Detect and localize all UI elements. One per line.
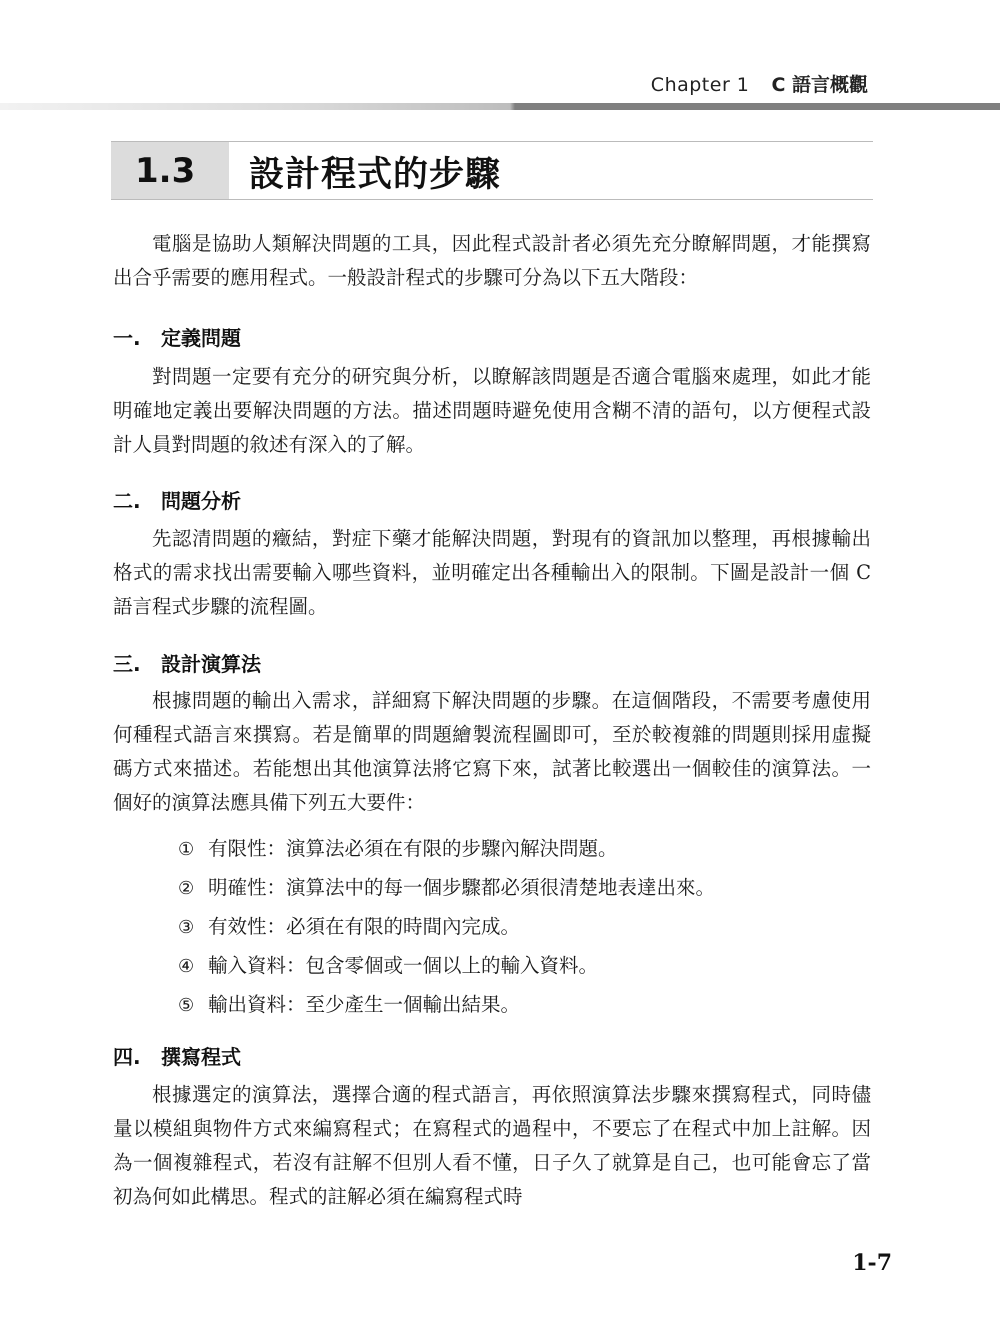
- page-number: 1-7: [852, 1250, 892, 1276]
- list-item-text: 明確性：演算法中的每一個步驟都必須很清楚地表達出來。: [208, 876, 716, 899]
- section-heading: [111, 141, 873, 200]
- section-number-box: [111, 142, 229, 199]
- list-marker: ④: [178, 956, 195, 977]
- step-heading-analysis: [113, 485, 241, 514]
- list-item: [178, 949, 715, 988]
- list-item-text: 有限性：演算法必須在有限的步驟內解決問題。: [208, 837, 618, 860]
- step-number: 四.: [113, 1045, 141, 1069]
- step-title: 定義問題: [161, 326, 241, 350]
- list-marker: ①: [178, 839, 195, 860]
- step-title: 撰寫程式: [161, 1045, 241, 1069]
- chapter-title: C 語言概觀: [771, 74, 868, 96]
- list-item-text: 輸入資料：包含零個或一個以上的輸入資料。: [208, 954, 599, 977]
- running-header: [651, 70, 868, 97]
- intro-paragraph: 電腦是協助人類解決問題的工具，因此程式設計者必須先充分瞭解問題，才能撰寫出合乎需要的應用程式。一般設計程式的步驟可分為以下五大階段：: [113, 232, 871, 289]
- step-number: 一.: [113, 326, 141, 350]
- step-number: 二.: [113, 489, 141, 513]
- list-marker: ②: [178, 878, 195, 899]
- step-heading-coding: [113, 1041, 241, 1070]
- step-body-define: 對問題一定要有充分的研究與分析，以瞭解該問題是否適合電腦來處理，如此才能明確地定義出要解決問題的方法。描述問題時避免使用含糊不清的語句，以方便程式設計人員對問題的敘述有深入的了解。: [113, 365, 871, 456]
- list-marker: ③: [178, 917, 195, 938]
- list-item-text: 有效性：必須在有限的時間內完成。: [208, 915, 521, 938]
- list-item: [178, 832, 715, 871]
- step-title: 問題分析: [161, 489, 241, 513]
- step-heading-algorithm: [113, 648, 261, 677]
- chapter-label: Chapter 1: [650, 74, 750, 96]
- section-number: 1.3: [135, 151, 196, 191]
- header-rule: [0, 103, 1000, 110]
- section-title: 設計程式的步驟: [249, 155, 502, 195]
- step-heading-define: [113, 322, 241, 351]
- list-item: [178, 988, 715, 1027]
- list-marker: ⑤: [178, 995, 195, 1016]
- list-item: [178, 910, 715, 949]
- list-item-text: 輸出資料：至少產生一個輸出結果。: [208, 993, 521, 1016]
- step-body-analysis: 先認清問題的癥結，對症下藥才能解決問題，對現有的資訊加以整理，再根據輸出格式的需求找出需要輸入哪些資料，並明確定出各種輸出入的限制。下圖是設計一個 C 語言程式步驟的流程圖。: [113, 527, 871, 618]
- list-item: [178, 871, 715, 910]
- step-title: 設計演算法: [161, 652, 261, 676]
- step-body-algorithm: 根據問題的輸出入需求，詳細寫下解決問題的步驟。在這個階段，不需要考慮使用何種程式語言來撰寫。若是簡單的問題繪製流程圖即可，至於較複雜的問題則採用虛擬碼方式來描述。若能想出其他演算法將它寫下來，試著比較選出一個較佳的演算法。一個好的演算法應具備下列五大要件：: [113, 689, 871, 814]
- step-number: 三.: [113, 652, 141, 676]
- algorithm-requirements-list: [178, 832, 715, 1027]
- step-body-coding: 根據選定的演算法，選擇合適的程式語言，再依照演算法步驟來撰寫程式，同時儘量以模組與物件方式來編寫程式；在寫程式的過程中，不要忘了在程式中加上註解。因為一個複雜程式，若沒有註解不但別人看不懂，日子久了就算是自己，也可能會忘了當初為何如此構思。程式的註解必須在編寫程式時: [113, 1083, 871, 1208]
